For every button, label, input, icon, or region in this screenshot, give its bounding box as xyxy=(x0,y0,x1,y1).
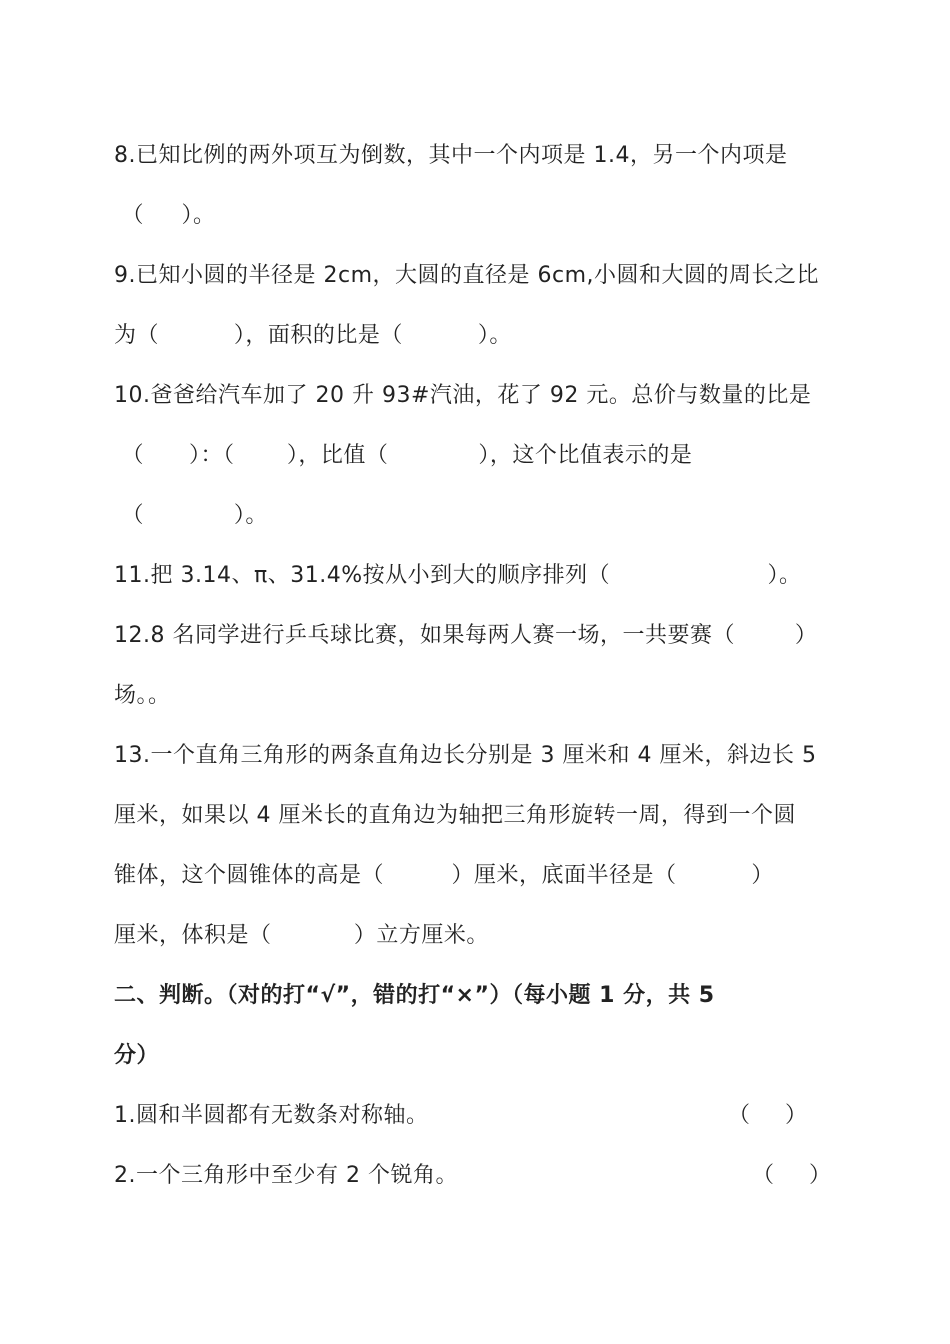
question-12-line-2: 场。。 xyxy=(114,683,171,708)
judgment-question-2: 2.一个三角形中至少有 2 个锐角。 xyxy=(114,1163,458,1188)
question-11-line: 11.把 3.14、π、31.4%按从小到大的顺序排列（ ）。 xyxy=(114,563,802,588)
question-10-line-3: （ ）。 xyxy=(114,503,268,528)
judgment-question-1: 1.圆和半圆都有无数条对称轴。 xyxy=(114,1103,429,1128)
question-8-line-2: （ ）。 xyxy=(114,203,216,228)
question-9-line-2: 为（ ），面积的比是（ ）。 xyxy=(114,323,512,348)
question-13-line-2: 厘米，如果以 4 厘米长的直角边为轴把三角形旋转一周，得到一个圆 xyxy=(114,803,796,828)
question-12-line-1: 12.8 名同学进行乒乓球比赛，如果每两人赛一场，一共要赛（ ） xyxy=(114,623,818,648)
question-10-line-2: （ ）：（ ），比值（ ），这个比值表示的是 xyxy=(114,443,693,468)
question-13-line-3: 锥体，这个圆锥体的高是（ ）厘米，底面半径是（ ） xyxy=(114,863,774,888)
section-2-heading-line-2: 分） xyxy=(114,1043,160,1068)
question-10-line-1: 10.爸爸给汽车加了 20 升 93#汽油，花了 92 元。总价与数量的比是 xyxy=(114,383,812,408)
question-13-line-4: 厘米，体积是（ ）立方厘米。 xyxy=(114,923,489,948)
section-2-heading-line-1: 二、判断。（对的打“√”，错的打“×”）（每小题 1 分，共 5 xyxy=(114,983,715,1008)
question-13-line-1: 13.一个直角三角形的两条直角边长分别是 3 厘米和 4 厘米，斜边长 5 xyxy=(114,743,817,768)
judgment-answer-blank-2[interactable]: （ ） xyxy=(752,1163,831,1188)
judgment-answer-blank-1[interactable]: （ ） xyxy=(728,1103,807,1128)
question-9-line-1: 9.已知小圆的半径是 2cm，大圆的直径是 6cm,小圆和大圆的周长之比 xyxy=(114,263,820,288)
question-8-line-1: 8.已知比例的两外项互为倒数，其中一个内项是 1.4，另一个内项是 xyxy=(114,143,788,168)
